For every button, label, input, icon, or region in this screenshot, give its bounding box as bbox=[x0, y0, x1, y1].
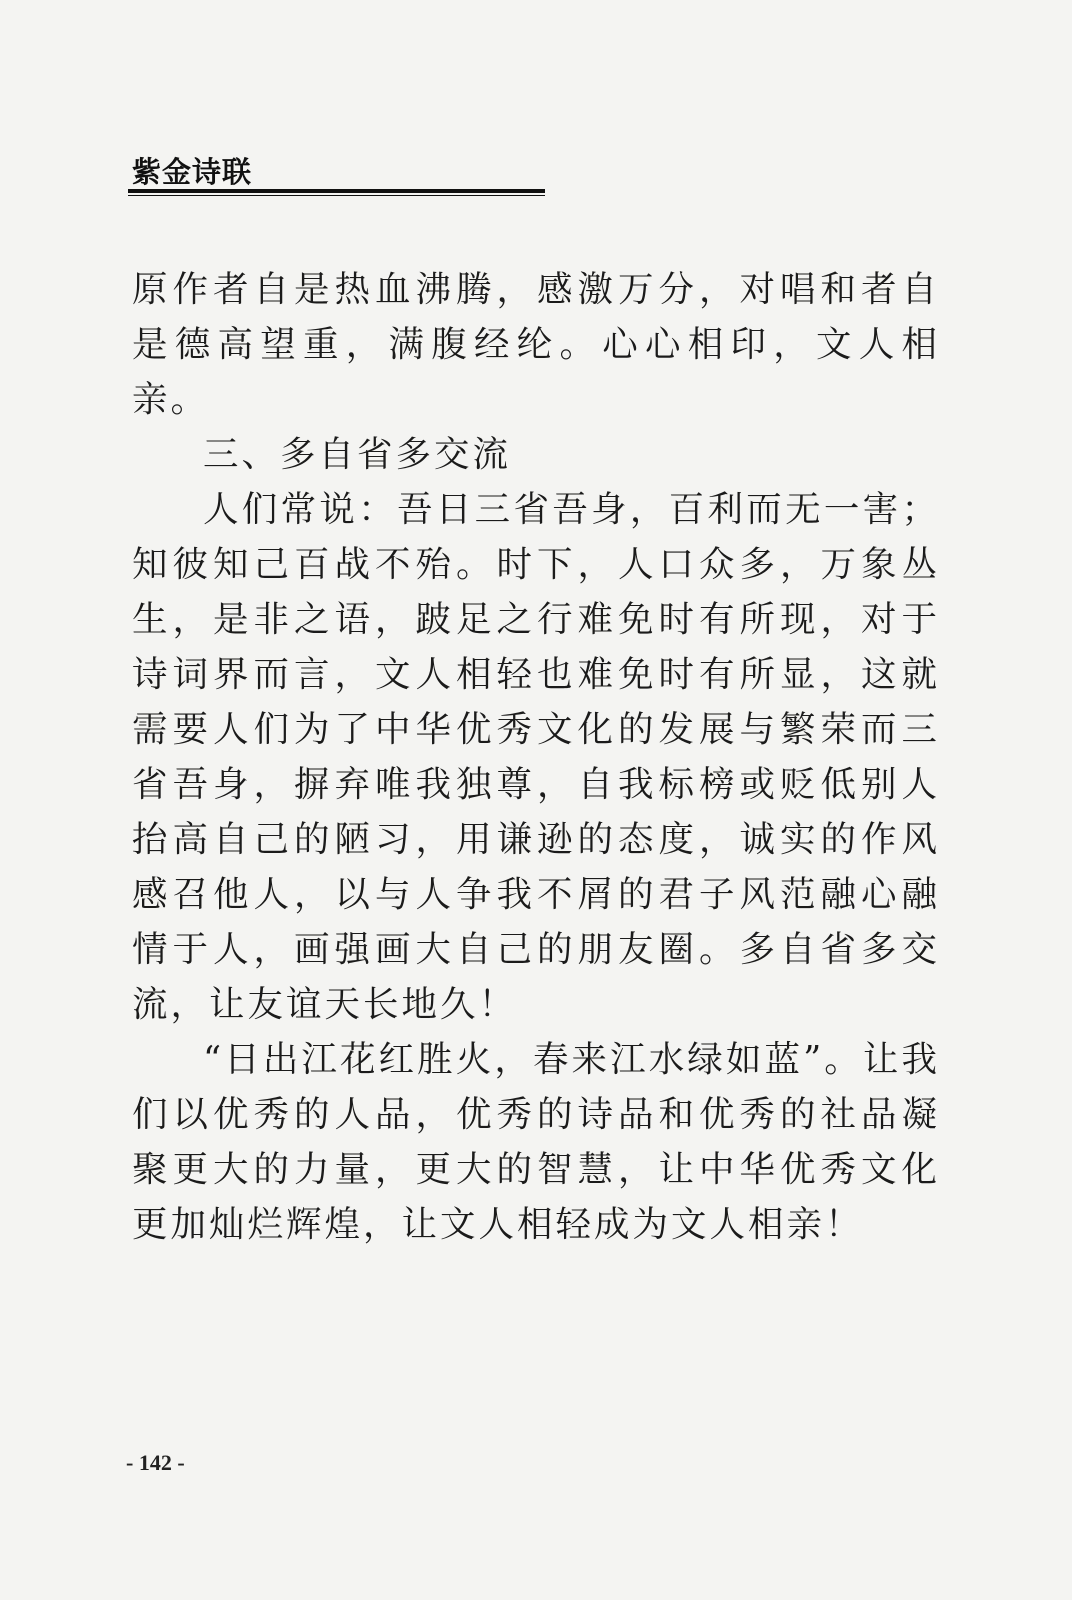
paragraph: “日出江花红胜火，春来江水绿如蓝”。让我们以优秀的人品，优秀的诗品和优秀的社品凝聚更大的力量，更大的智慧，让中华优秀文化更加灿烂辉煌，让文人相轻成为文人相亲！ bbox=[132, 1039, 940, 1245]
body-text bbox=[132, 262, 940, 1252]
running-header-title: 紫金诗联 bbox=[132, 155, 253, 189]
paragraph-continuation: 原作者自是热血沸腾，感激万分，对唱和者自是德高望重，满腹经纶。心心相印，文人相亲。 bbox=[132, 269, 940, 420]
header-rule bbox=[128, 189, 545, 196]
page-number: - 142 - bbox=[126, 1450, 185, 1475]
paragraph: 人们常说：吾日三省吾身，百利而无一害；知彼知己百战不殆。时下，人口众多，万象丛生，是非之语，跛足之行难免时有所现，对于诗词界而言，文人相轻也难免时有所显，这就需要人们为了中华优秀文化的发展与繁荣而三省吾身，摒弃唯我独尊，自我标榜或贬低别人抬高自己的陋习，用谦逊的态度，诚实的作风感召他人，以与人争我不屑的君子风范融心融情于人，画强画大自己的朋友圈。多自省多交流，让友谊天长地久！ bbox=[132, 489, 940, 1025]
section-heading: 三、多自省多交流 bbox=[203, 434, 512, 475]
